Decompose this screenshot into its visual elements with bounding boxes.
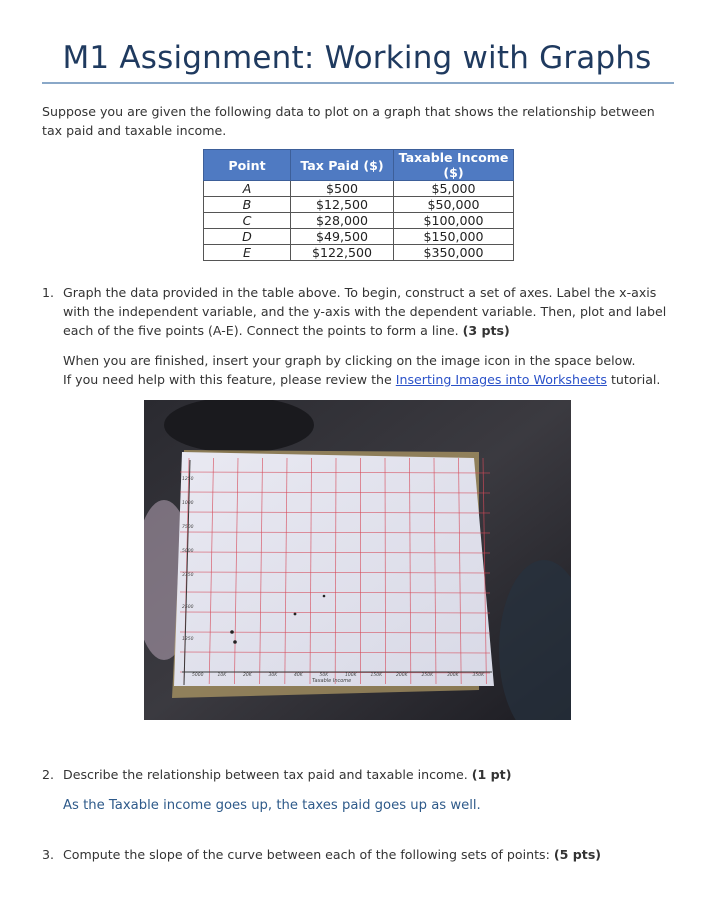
question-3-prompt: Compute the slope of the curve between each of the following sets of points: — [63, 847, 550, 862]
table-row — [204, 197, 514, 213]
x-tick-label: 200K — [396, 673, 408, 678]
question-1-prompt: Graph the data provided in the table above. To begin, construct a set of axes. Label the x-axis with the independent variable, and the y-axis with the dependent variable. Then, plot and label each of the five points (A-E). Connect the points to form a line. — [63, 285, 667, 338]
x-tick-label: 300K — [447, 673, 459, 678]
y-tick-label: 7500 — [182, 525, 194, 530]
table-row — [204, 245, 514, 261]
y-tick-label: 1250 — [182, 477, 194, 482]
question-1-number: 1. — [42, 285, 55, 300]
x-axis-label: Taxable Income — [312, 678, 352, 684]
x-tick-label: 250K — [421, 673, 434, 678]
y-tick-label: 3750 — [182, 573, 194, 578]
table-row — [204, 213, 514, 229]
insert-line-2-before: If you need help with this feature, please review the — [63, 372, 392, 387]
insert-line-1: When you are finished, insert your graph by clicking on the image icon in the space below. — [63, 353, 636, 368]
insert-instructions — [63, 351, 693, 389]
cell-taxable-income: $100,000 — [394, 213, 514, 229]
graph-paper — [174, 452, 494, 686]
plotted-point — [233, 640, 237, 644]
x-tick-label: 350K — [472, 673, 485, 678]
question-1-points: (3 pts) — [462, 323, 510, 338]
question-2-prompt: Describe the relationship between tax paid and taxable income. — [63, 767, 468, 782]
x-tick-label: 5000 — [192, 673, 204, 678]
question-3-points: (5 pts) — [553, 847, 602, 862]
cell-taxable-income: $150,000 — [394, 229, 514, 245]
title-divider — [42, 82, 674, 84]
insert-line-2-after: tutorial. — [610, 372, 661, 387]
cell-point: C — [204, 213, 291, 229]
x-tick-label: 40K — [294, 673, 303, 678]
header-taxable-income: Taxable Income ($) — [394, 150, 514, 181]
cell-tax-paid: $12,500 — [291, 197, 394, 213]
y-tick-label: 1000 — [182, 501, 194, 506]
inserted-graph-photo — [144, 400, 571, 720]
intro-paragraph: Suppose you are given the following data to plot on a graph that shows the relationship between tax paid and taxable income. — [42, 104, 655, 138]
insert-line-2 — [63, 370, 693, 389]
cell-tax-paid: $28,000 — [291, 213, 394, 229]
header-point: Point — [204, 150, 291, 181]
cell-taxable-income: $5,000 — [394, 181, 514, 197]
cell-taxable-income: $350,000 — [394, 245, 514, 261]
cell-point: A — [204, 181, 291, 197]
cell-point: B — [204, 197, 291, 213]
table-row — [204, 229, 514, 245]
x-tick-label: 10K — [217, 673, 227, 678]
question-2-points: (1 pt) — [471, 767, 512, 782]
x-tick-label: 100K — [345, 673, 357, 678]
header-tax-paid: Tax Paid ($) — [291, 150, 394, 181]
question-3-number: 3. — [42, 847, 55, 862]
cell-tax-paid: $122,500 — [291, 245, 394, 261]
y-tick-label: 2500 — [182, 605, 194, 610]
cell-tax-paid: $49,500 — [291, 229, 394, 245]
plotted-point — [230, 630, 234, 634]
y-tick-label: 1250 — [182, 637, 194, 642]
plotted-point — [294, 613, 297, 616]
cell-taxable-income: $50,000 — [394, 197, 514, 213]
plotted-point — [323, 595, 326, 598]
table-header-row — [204, 150, 514, 181]
table-row — [204, 181, 514, 197]
cell-point: E — [204, 245, 291, 261]
question-2-text — [63, 765, 675, 784]
y-tick-label: 5000 — [182, 549, 194, 554]
x-tick-label: 30K — [268, 673, 278, 678]
data-table — [203, 149, 514, 261]
x-tick-label: 50K — [319, 673, 329, 678]
page-title: M1 Assignment: Working with Graphs — [62, 40, 652, 76]
cell-tax-paid: $500 — [291, 181, 394, 197]
x-tick-label: 20K — [243, 673, 252, 678]
question-2-answer[interactable]: As the Taxable income goes up, the taxes paid goes up as well. — [63, 798, 481, 813]
x-tick-label: 150K — [370, 673, 383, 678]
question-2-number: 2. — [42, 767, 55, 782]
question-3-text — [63, 845, 675, 864]
question-1-text — [63, 283, 675, 340]
cell-point: D — [204, 229, 291, 245]
inserting-images-tutorial-link[interactable]: Inserting Images into Worksheets — [395, 372, 607, 387]
